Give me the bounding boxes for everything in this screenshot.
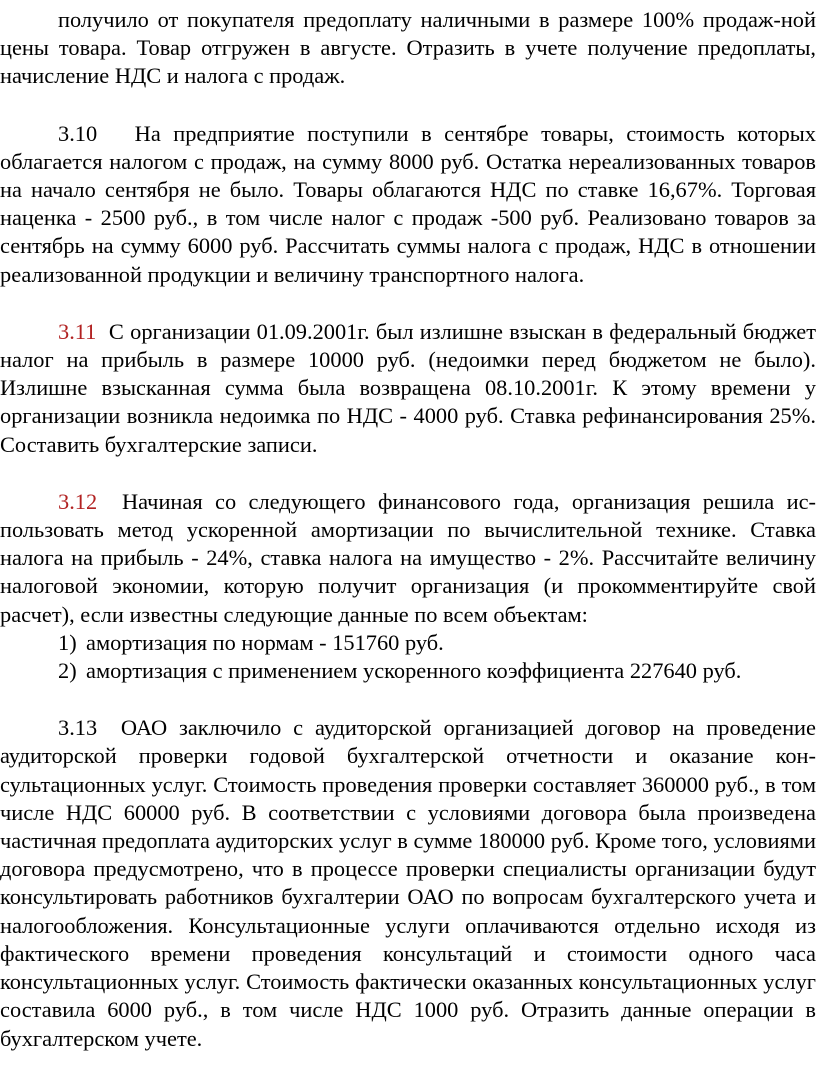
paragraph-gap [0,289,816,318]
task-text: С организации 01.09.2001г. был излишне взыскан в федеральный бюджет налог на прибыль в размере 10000 руб. (недоимки перед бюджетом не было). Излишне взысканная сумма была возвращена 08.10.2001г. К этому времени у организации возникла недоимка по НДС - 4000 руб. Ставка рефинансирования 25%. Составить бухгалтерские записи. [0,318,816,457]
task-3-10 [0,120,816,289]
task-number: 3.12 [58,488,98,514]
task-number: 3.10 [58,120,98,146]
task-text: Начиная со следующего финансового года, организация решила ис-пользовать метод ускоренной амортизации по вычислительной технике. Ставка налога на прибыль - 24%, ставка налога на имущество - 2%. Рассчитайте величину налоговой экономии, которую получит организация (и прокомментируйте свой расчет), если известны следующие данные по всем объектам: [0,488,816,627]
list-item-text: амортизация с применением ускоренного коэффициента 227640 руб. [86,658,742,684]
list-item-number: 2) [58,658,77,684]
paragraph-gap [0,685,816,714]
task-text: ОАО заключило с аудиторской организацией договор на проведение аудиторской проверки годовой бухгалтерской отчетности и оказание кон-сультационных услуг. Стоимость проведения проверки составляет 360000 руб., в том числе НДС 60000 руб. В соответствии с условиями договора была произведена частичная предоплата аудиторских услуг в сумме 180000 руб. Кроме того, условиями договора предусмотрено, что в процессе проверки специалисты организации будут консультировать работников бухгалтерии ОАО по вопросам бухгалтерского учета и налогообложения. Консультационные услуги оплачиваются отдельно исходя из фактического времени проведения консультаций и стоимости одного часа консультационных услуг. Стоимость фактически оказанных консультационных услуг составила 6000 руб., в том числе НДС 1000 руб. Отразить данные операции в бухгалтерском учете. [0,715,816,1051]
list-item-number: 1) [58,629,77,655]
list-item [0,657,816,685]
paragraph-gap [0,459,816,488]
task-3-11 [0,318,816,459]
paragraph-text: получило от покупателя предоплату наличными в размере 100% продаж-ной цены товара. Товар отгружен в августе. Отразить в учете получение предоплаты, начисление НДС и налога с продаж. [0,7,816,89]
task-3-13 [0,714,816,1052]
list-item [0,629,816,657]
task-number: 3.13 [58,715,98,741]
paragraph-continuation [0,6,816,91]
task-3-12 [0,488,816,629]
task-number: 3.11 [58,318,97,344]
paragraph-gap [0,91,816,120]
list-item-text: амортизация по нормам - 151760 руб. [86,629,444,655]
task-text: На предприятие поступили в сентябре товары, стоимость которых облагается налогом с продаж, на сумму 8000 руб. Остатка нереализованных товаров на начало сентября не было. Товары облагаются НДС по ставке 16,67%. Торговая наценка - 2500 руб., в том числе налог с продаж -500 руб. Реализовано товаров за сентябрь на сумму 6000 руб. Рассчитать суммы налога с продаж, НДС в отношении реализованной продукции и величину транспортного налога. [0,120,816,287]
